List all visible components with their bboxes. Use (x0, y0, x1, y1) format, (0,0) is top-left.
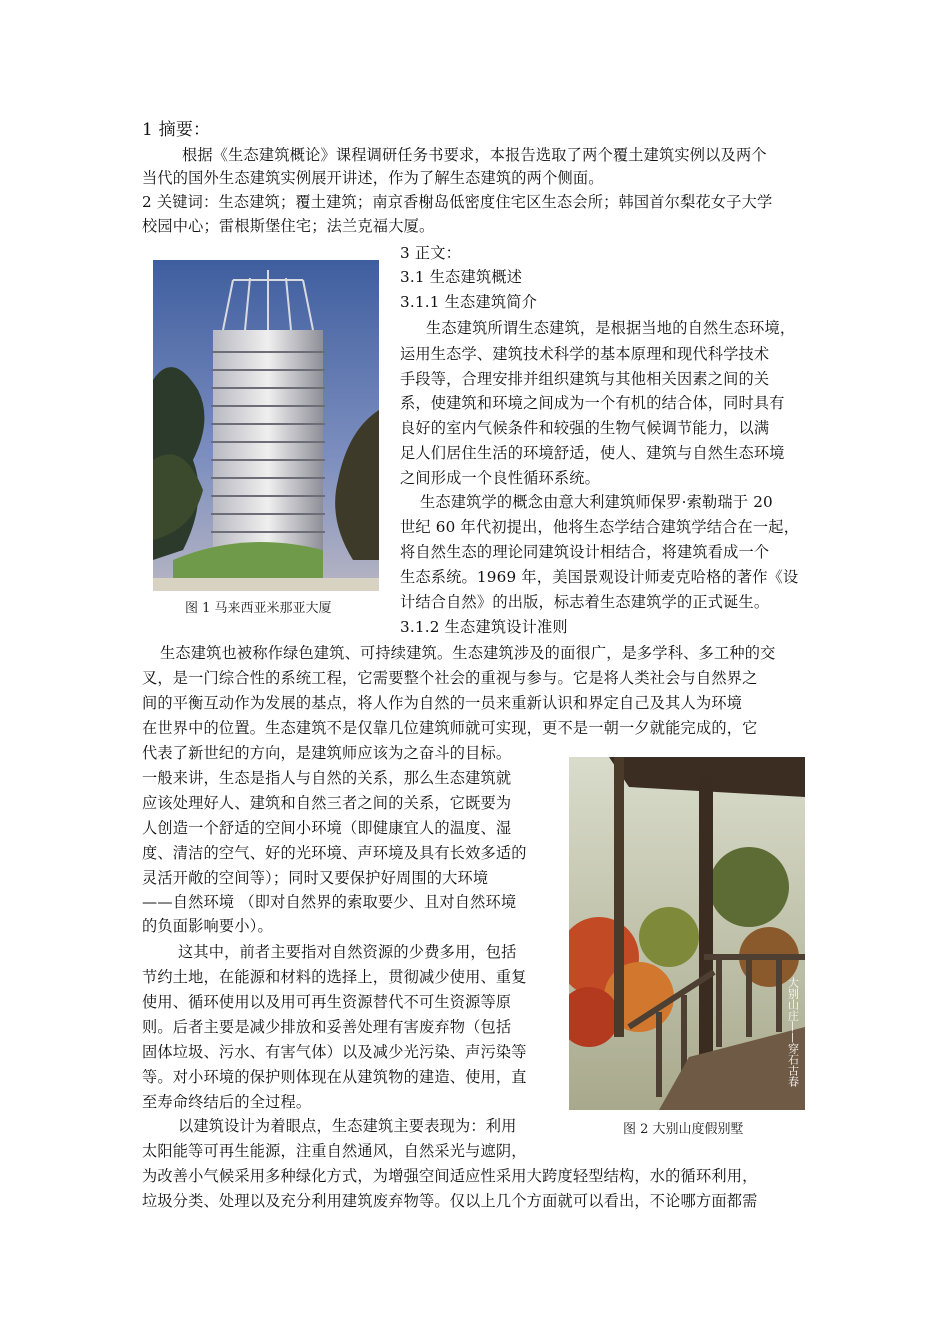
section-3-1-1-p1-line: 运用生态学、建筑技术科学的基本原理和现代科学技术 (400, 345, 770, 363)
body-heading: 3 正文： (400, 244, 462, 262)
section-3-1-2-p4-line: 垃圾分类、处理以及充分利用建筑废弃物等。仅以上几个方面就可以看出，不论哪方面都需 (142, 1192, 758, 1210)
section-3-1-2-p2-line: 的负面影响要小）。 (142, 917, 273, 935)
figure-1-caption: 图 1 马来西亚米那亚大厦 (185, 601, 332, 616)
section-3-1-1-p2-line: 世纪 60 年代初提出，他将生态学结合建筑学结合在一起， (400, 518, 800, 536)
section-3-1-1-p1-line: 足人们居住生活的环境舒适，使人、建筑与自然生态环境 (400, 444, 785, 462)
photo-watermark: 大别山庄——穿石古春 (786, 977, 800, 1087)
tower-illustration (153, 260, 379, 591)
abstract-line-1: 根据《生态建筑概论》课程调研任务书要求，本报告选取了两个覆土建筑实例以及两个 (182, 146, 767, 164)
section-3-1-1-p2-line: 生态建筑学的概念由意大利建筑师保罗·索勒瑞于 20 (420, 493, 773, 511)
section-3-1-2-p2-line: 度、清洁的空气、好的光环境、声环境及具有长效多适的 (142, 844, 527, 862)
section-3-1-1-p2-line: 生态系统。1969 年，美国景观设计师麦克哈格的著作《设 (400, 568, 799, 586)
section-3-1-2-p2-line: 人创造一个舒适的空间小环境（即健康宜人的温度、湿 (142, 819, 512, 837)
keywords-line-1: 2 关键词：生态建筑；覆土建筑；南京香榭岛低密度住宅区生态会所；韩国首尔梨花女子大学 (142, 193, 773, 211)
figure-1-tower-photo (153, 260, 379, 591)
section-3-1-2-p4-line: 以建筑设计为着眼点，生态建筑主要表现为：利用 (178, 1117, 517, 1135)
section-3-1-2-p2-line: 灵活开敞的空间等）；同时又要保护好周围的大环境 (142, 869, 489, 887)
section-3-1-2-p1-line: 生态建筑也被称作绿色建筑、可持续建筑。生态建筑涉及的面很广，是多学科、多工种的交 (160, 644, 776, 662)
section-3-1-2-p2-line: 一般来讲，生态是指人与自然的关系，那么生态建筑就 (142, 769, 512, 787)
section-3-1-2-p3-line: 固体垃圾、污水、有害气体）以及减少光污染、声污染等 (142, 1043, 527, 1061)
section-3-1-2-p4-line: 为改善小气候采用多种绿化方式，为增强空间适应性采用大跨度轻型结构，水的循环利用， (142, 1167, 758, 1185)
section-3-1-1-p1-line: 生态建筑所谓生态建筑，是根据当地的自然生态环境， (426, 319, 796, 337)
figure-2-villa-photo (569, 757, 805, 1110)
section-3-1-2-p1-line: 叉，是一门综合性的系统工程，它需要整个社会的重视与参与。它是将人类社会与自然界之 (142, 669, 758, 687)
section-3-1-2-p3-line: 节约土地，在能源和材料的选择上，贯彻减少使用、重复 (142, 968, 527, 986)
section-3-1-2-p1-line: 代表了新世纪的方向，是建筑师应该为之奋斗的目标。 (142, 744, 512, 762)
section-3-1-2-p2-line: 应该处理好人、建筑和自然三者之间的关系，它既要为 (142, 794, 512, 812)
keywords-line-2: 校园中心；雷根斯堡住宅；法兰克福大厦。 (142, 217, 435, 235)
section-3-1-2-p3-line: 这其中，前者主要指对自然资源的少费多用，包括 (178, 943, 517, 961)
abstract-line-2: 当代的国外生态建筑实例展开讲述，作为了解生态建筑的两个侧面。 (142, 169, 604, 187)
abstract-heading: 1 摘要： (142, 120, 211, 140)
section-3-1-2-p3-line: 则。后者主要是减少排放和妥善处理有害废弃物（包括 (142, 1018, 512, 1036)
section-3-1-heading: 3.1 生态建筑概述 (400, 268, 523, 286)
section-3-1-1-p2-line: 计结合自然》的出版，标志着生态建筑学的正式诞生。 (400, 593, 770, 611)
section-3-1-2-p3-line: 至寿命终结后的全过程。 (142, 1093, 312, 1111)
section-3-1-2-p3-line: 等。对小环境的保护则体现在从建筑物的建造、使用，直 (142, 1068, 527, 1086)
section-3-1-1-heading: 3.1.1 生态建筑简介 (400, 293, 537, 311)
figure-2-caption: 图 2 大别山度假别墅 (623, 1122, 744, 1137)
section-3-1-1-p2-line: 将自然生态的理论同建筑设计相结合，将建筑看成一个 (400, 543, 770, 561)
section-3-1-1-p1-line: 良好的室内气候条件和较强的生物气候调节能力，以满 (400, 419, 770, 437)
section-3-1-2-p4-line: 太阳能等可再生能源，注重自然通风，自然采光与遮阴， (142, 1142, 527, 1160)
section-3-1-1-p1-line: 系，使建筑和环境之间成为一个有机的结合体，同时具有 (400, 394, 785, 412)
section-3-1-2-p1-line: 间的平衡互动作为发展的基点，将人作为自然的一员来重新认识和界定自己及其人为环境 (142, 694, 743, 712)
section-3-1-1-p1-line: 手段等，合理安排并组织建筑与其他相关因素之间的关 (400, 370, 770, 388)
section-3-1-1-p1-line: 之间形成一个良性循环系统。 (400, 469, 601, 487)
section-3-1-2-p2-line: ——自然环境 （即对自然界的索取要少、且对自然环境 (142, 893, 517, 911)
balcony-illustration (569, 757, 805, 1110)
section-3-1-2-p3-line: 使用、循环使用以及用可再生资源替代不可生资源等原 (142, 993, 512, 1011)
section-3-1-2-p1-line: 在世界中的位置。生态建筑不是仅靠几位建筑师就可实现，更不是一朝一夕就能完成的，它 (142, 719, 758, 737)
section-3-1-2-heading: 3.1.2 生态建筑设计准则 (400, 618, 568, 636)
